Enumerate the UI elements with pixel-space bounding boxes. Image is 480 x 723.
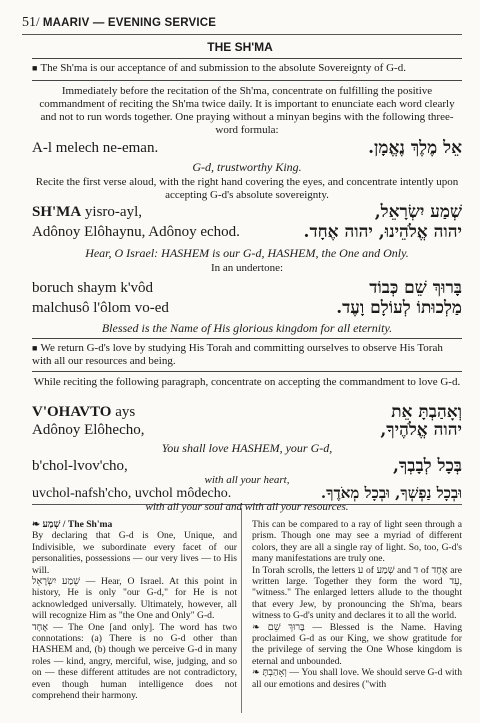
page-title: THE SH'MA [207, 40, 273, 54]
translation: Blessed is the Name of His glorious kingdom for all eternity. [101, 321, 393, 335]
section-title: MAARIV — EVENING SERVICE [42, 17, 217, 29]
formula-line [32, 140, 462, 158]
baruch-line-1 [32, 280, 462, 298]
translation: G-d, trustworthy King. [192, 160, 302, 174]
undertone-label: In an undertone: [210, 262, 284, 274]
square-bullet-icon: ■ [32, 343, 38, 353]
translation: with all your heart, [204, 474, 290, 486]
transliteration: malchusô l'ôlom vo-ed [32, 300, 169, 316]
hebrew-text: יהוה אֱלֹהֵינוּ, יהוה אֶחָד. [303, 222, 462, 242]
instructions-text: Immediately before the recitation of the Sh'ma, concentrate on fulfilling the positive commandment of reciting the Sh'ma twice daily. It is important to enunciate each word clearly and not to run words together. One praying without a minyan begins with the following three-word formula: [39, 85, 455, 136]
hebrew-text: שְׁמַע יִשְׂרָאֵל, [374, 202, 462, 222]
leaf-ornament-icon: ❧ [252, 667, 263, 679]
transliteration: uvchol-nafsh'cho, uvchol môdecho. [32, 486, 232, 501]
shma-line-1: SH'MA yisro-ayl, שְׁמַע יִשְׂרָאֵל, [32, 202, 462, 222]
divider [32, 371, 462, 372]
vahavta-line-1: V'OHAVTO ays וְאָהַבְתָּ אֵת [32, 402, 462, 422]
shma-bold: SH'MA [32, 204, 82, 220]
divider [32, 80, 462, 81]
translation: Hear, O Israel: HASHEM is our G-d, HASHEM, the One and Only. [85, 246, 409, 260]
commentary-heading: ❧ שְׁמַע / The Sh'ma [32, 519, 113, 530]
hebrew-text: מַלְכוּתוֹ לְעוֹלָם וָעֶד. [336, 298, 462, 318]
translation: with all your soul and with all your resources. [145, 501, 349, 513]
vahavta-line-2 [32, 422, 462, 440]
commentary-paragraph: ❧ וְאָהַבְתָּ — You shall love. We should serve G-d with all our emotions and desires ("with [252, 667, 462, 690]
leaf-ornament-icon: ❧ [32, 519, 43, 530]
sovereignty-note: ■ The Sh'ma is our acceptance of and submission to the absolute Sovereignty of G-d. [32, 62, 406, 74]
transliteration: Adônoy Elôhecho, [32, 422, 145, 438]
commentary-paragraph: אֶחָד — The One [and only]. The word has two connotations: (a) There is no G-d other than HASHEM and, (b) though we perceive G-d in many roles — kind, angry, merciful, wise, judging, and so on — these different attitudes are not contradictory, even though human intelligence does not comprehend their harmony. [32, 621, 237, 702]
hebrew-text: בָּרוּךְ שֵׁם כְּבוֹד [369, 278, 462, 298]
column-divider [241, 508, 242, 713]
commentary-paragraph: By declaring that G-d is One, Unique, and Indivisible, we subordinate every facet of our personalities, possessions — our very lives — to His will. [32, 530, 237, 576]
shma-line-2 [32, 224, 462, 242]
commentary-left [32, 519, 237, 702]
commentary-paragraph: This can be compared to a ray of light seen through a prism. Though one may see a myriad of different colors, they are all a single ray of light. So, too, G-d's many manifestations are truly one. [252, 519, 462, 565]
square-bullet-icon: ■ [32, 63, 38, 73]
baruch-line-2 [32, 300, 462, 318]
torah-note: ■ We return G-d's love by studying His Torah and committing ourselves to observe His Torah with all our resources and being. [32, 342, 443, 367]
instruction-text: While reciting the following paragraph, concentrate on accepting the commandment to love G-d. [33, 376, 461, 388]
commentary-paragraph: In Torah scrolls, the letters ע of שְׁמַע and ד of אֶחָד are written large. Together they form the word עֵד, "witness." The enlarged letters allude to the thought that every Jew, by pronouncing the Sh'ma, bears witness to G-d's unity and declares it to all the world. [252, 564, 462, 622]
hebrew-text: יהוה אֱלֹהֶיךָ, [380, 420, 462, 440]
translation: You shall love HASHEM, your G-d, [161, 441, 333, 455]
transliteration: boruch shaym k'vôd [32, 280, 154, 296]
commentary-right [252, 519, 462, 690]
transliteration: Adônoy Elôhaynu, Adônoy echod. [32, 224, 240, 240]
commentary-paragraph: שְׁמַע יִשְׂרָאֵל — Hear, O Israel. At this point in history, He is only "our G-d," for He is not acknowledged universally. Ultimately, however, all will recognize Him as "the One and Only" G-d. [32, 576, 237, 622]
vahavta-bold: V'OHAVTO [32, 404, 112, 420]
hebrew-text: וְאָהַבְתָּ אֵת [391, 402, 462, 422]
transliteration: b'chol-lvov'cho, [32, 458, 128, 474]
divider [32, 338, 462, 339]
vahavta-line-4 [32, 486, 462, 502]
hebrew-text: אֵל מֶלֶךְ נֶאֱמָן. [368, 138, 462, 158]
leaf-ornament-icon: ❧ [252, 621, 268, 633]
hebrew-text: בְּכָל לְבָבְךָ, [393, 456, 462, 476]
running-header: 51/ MAARIV — EVENING SERVICE [22, 14, 462, 35]
commentary-paragraph: ❧ בָּרוּךְ שֵׁם — Blessed is the Name. Having proclaimed G-d as our King, we show gratitude for the privilege of serving the One Whose kingdom is eternal and unbounded. [252, 621, 462, 667]
divider [32, 58, 462, 59]
instruction-text: Recite the first verse aloud, with the right hand covering the eyes, and concentrate intently upon accepting G-d's absolute sovereignty. [35, 176, 459, 201]
transliteration: A-l melech ne-eman. [32, 140, 159, 156]
hebrew-text: וּבְכָל נַפְשְׁךָ, וּבְכָל מְאֹדֶךָ. [320, 484, 462, 502]
page-number: 51 [22, 15, 36, 30]
